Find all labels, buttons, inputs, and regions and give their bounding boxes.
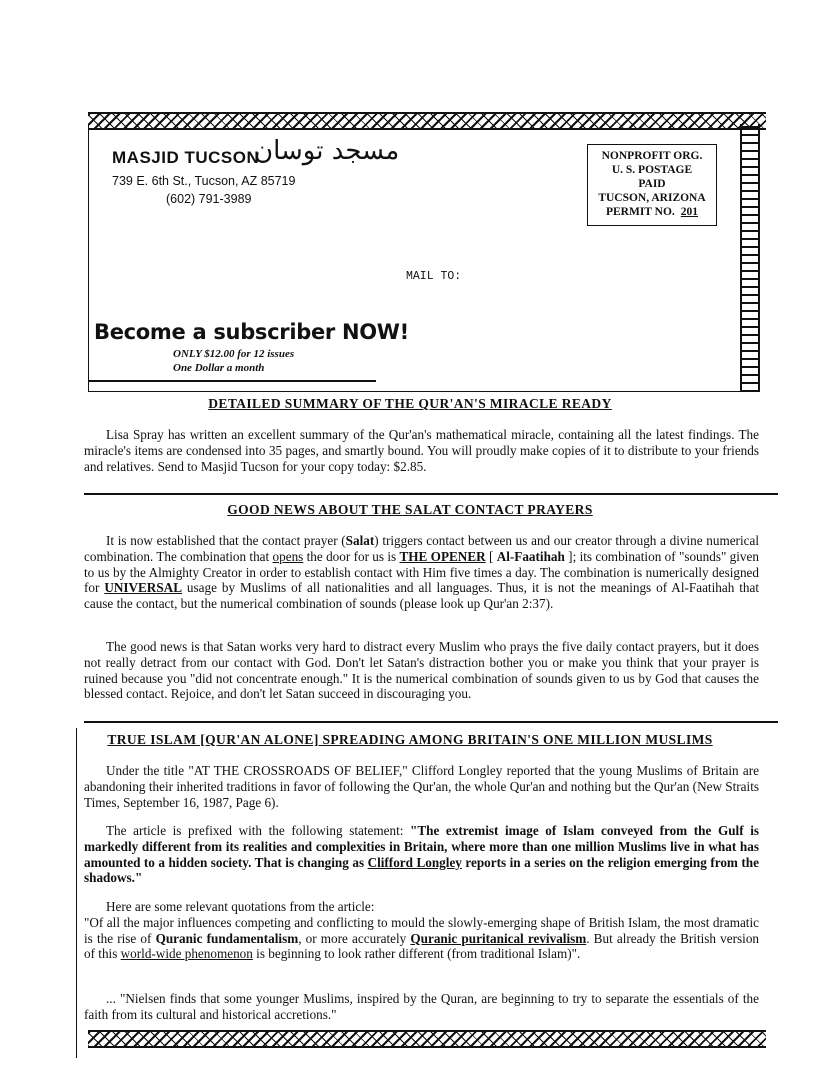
bottom-decorative-border [88, 1030, 766, 1048]
article-paragraph: The article is prefixed with the following statement: "The extremist image of Islam conveyed from the Gulf is markedly different from its realities and complexities in Britain, where more than one million Muslims live in what has amounted to a hidden society. That is changing as Clifford Longley reports in a series on the religion emerging from the shadows." [84, 823, 759, 886]
article-headline: GOOD NEWS ABOUT THE SALAT CONTACT PRAYERS [227, 502, 593, 517]
postage-indicia [587, 144, 717, 226]
arabic-org-name: مسجد توسان [254, 136, 400, 166]
article-headline: TRUE ISLAM [QUR'AN ALONE] SPREADING AMONG BRITAIN'S ONE MILLION MUSLIMS [107, 732, 713, 747]
article-paragraph: ... "Nielsen finds that some younger Muslims, inspired by the Quran, are beginning to try to separate the essentials of the faith from its cultural and historical accretions." [84, 991, 759, 1022]
section-divider [84, 493, 778, 495]
subscribe-month: One Dollar a month [173, 362, 265, 374]
article-headline: DETAILED SUMMARY OF THE QUR'AN'S MIRACLE READY [208, 396, 612, 411]
article-paragraph: Lisa Spray has written an excellent summary of the Qur'an's mathematical miracle, containing all the latest findings. The miracle's items are condensed into 35 pages, and smartly bound. You will proudly make copies of it to distribute to your friends and relatives. Send to Masjid Tucson for your copy today: $2.85. [84, 427, 759, 474]
mailer-left-rule [88, 124, 89, 392]
article-paragraph: The good news is that Satan works very hard to distract every Muslim who prays the five daily contact prayers, but it does not really detract from our contact with God. Don't let Satan's distraction bother you or make you think that your prayer is ruined because you "did not concentrate enough." It is the numerical combination of sounds given to us by God that causes the blessed contact. Rejoice, and don't let Satan succeed in discouraging you. [84, 639, 759, 702]
postage-permit [588, 205, 716, 219]
permit-label: PERMIT NO. [605, 206, 675, 218]
org-name: MASJID TUCSON [112, 148, 260, 167]
org-phone: (602) 791-3989 [166, 192, 252, 206]
subscribe-price: ONLY $12.00 for 12 issues [173, 348, 295, 360]
postage-line: TUCSON, ARIZONA [598, 192, 706, 204]
postage-line: U. S. POSTAGE [611, 164, 693, 176]
mailer-bottom-rule [88, 391, 756, 392]
article-paragraph: It is now established that the contact prayer (Salat) triggers contact between us and our creator through a divine numerical combination. The combination that opens the door for us is THE OPENER [ Al-Faatihah ]; its combination of "sounds" given to us by the Almighty Creator in order to establish contact with Him five times a day. The combination is numerically designed for UNIVERSAL usage by Muslims of all nationalities and all languages. Thus, it is not the meanings of Al-Faatihah that cause the contact, but the numerical combination of sounds (please look up Qur'an 2:37). [84, 533, 759, 612]
margin-rule [76, 728, 77, 1058]
org-address: 739 E. 6th St., Tucson, AZ 85719 [112, 174, 296, 188]
top-decorative-border [88, 112, 766, 130]
subscribe-heading: Become a subscriber NOW! [94, 320, 409, 344]
permit-number: 201 [680, 206, 699, 218]
mail-to-label: MAIL TO: [406, 270, 462, 283]
article-paragraph: Under the title "AT THE CROSSROADS OF BELIEF," Clifford Longley reported that the young Muslims of Britain are abandoning their inherited traditions in favor of following the Qur'an, the whole Qur'an and nothing but the Qur'an (New Straits Times, September 16, 1987, Page 6). [84, 763, 759, 810]
side-decorative-border [740, 124, 760, 392]
subscribe-rule [88, 380, 376, 382]
article-paragraph: Here are some relevant quotations from the article: "Of all the major influences competing and conflicting to mould the slowly-emerging shape of British Islam, the most dramatic is the rise of Quranic fundamentalism, or more accurately Quranic puritanical revivalism. But already the British version of this world-wide phenomenon is beginning to look rather different (from traditional Islam)". [84, 899, 760, 962]
postage-line: PAID [638, 178, 666, 190]
section-divider [84, 721, 778, 723]
postage-line: NONPROFIT ORG. [601, 150, 703, 162]
